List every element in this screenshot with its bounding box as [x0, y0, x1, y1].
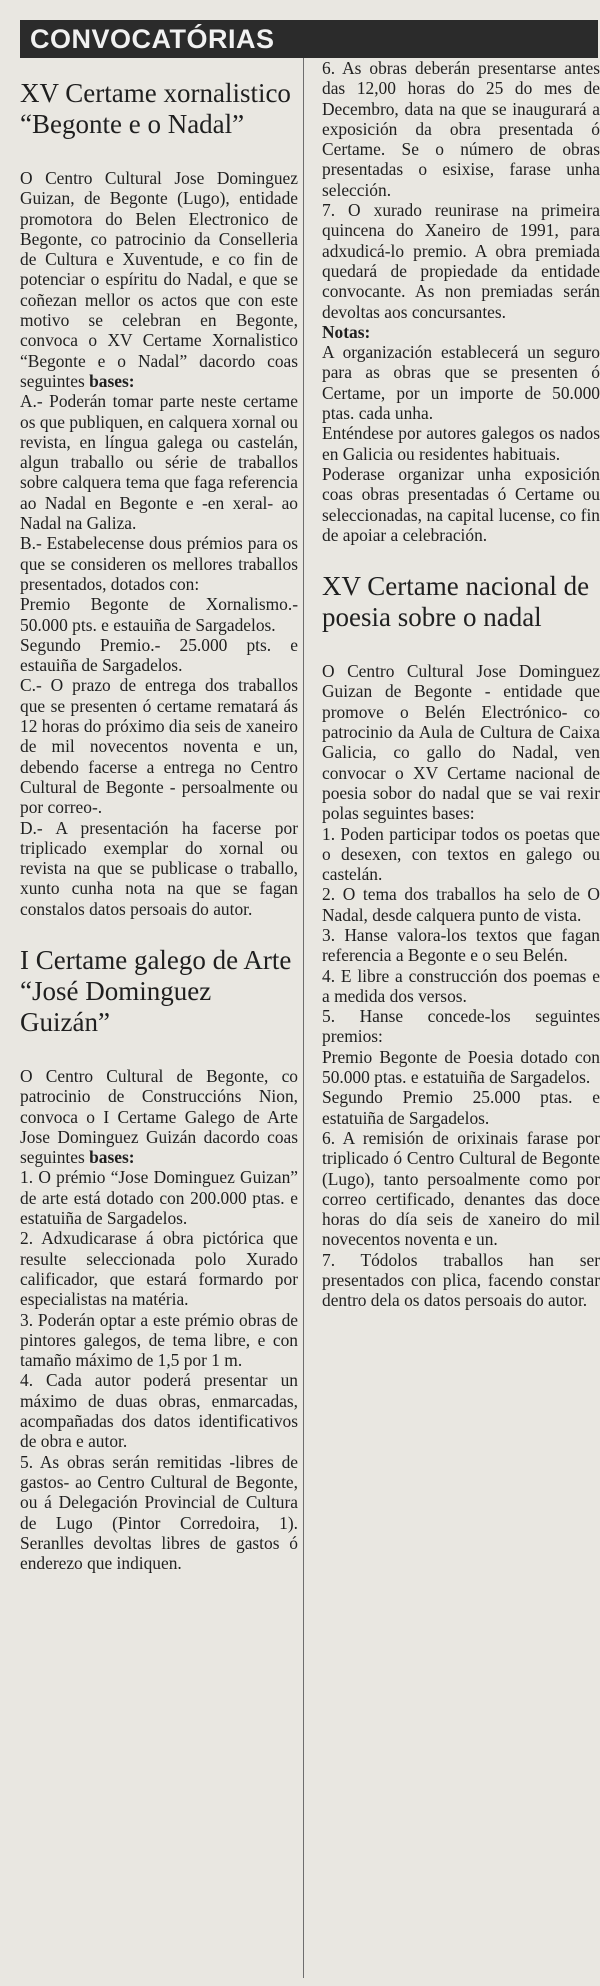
base-item: A.- Poderán tomar parte neste certame os que publiquen, en calquera xornal ou revista, en língua galega ou castelán, algun traballo ou série de traballos sobre calquera tema que faga referencia ao Nadal en Begonte e -en xeral- ao Nadal na Galiza.: [20, 391, 298, 534]
base-item: D.- A presentación ha facerse por triplicado exemplar do xornal ou revista na que se publicase o traballo, xunto cunha nota na que se fagan constalos datos persoais do autor.: [20, 817, 298, 919]
article-headline: XV Certame xornalistico “Begonte e o Nadal”: [20, 78, 291, 139]
base-item: 7. Tódolos traballos han ser presentados con plica, facendo constar dentro dela os datos persoais do autor.: [322, 1249, 600, 1311]
base-item: 4. E libre a construcción dos poemas e a medida dos versos.: [322, 965, 600, 1006]
base-item: 1. O prémio “Jose Dominguez Guizan” de arte está dotado con 200.000 ptas. e estatuiña de Sargadelos.: [20, 1167, 298, 1229]
left-column: [20, 78, 298, 1573]
right-column: [322, 58, 600, 1311]
column-divider: [303, 58, 304, 1978]
article-headline: I Certame galego de Arte “José Dominguez Guizán”: [20, 944, 292, 1037]
prize-item: Premio Begonte de Xornalismo.- 50.000 pts. e estauiña de Sargadelos.: [20, 594, 298, 635]
note-item: Enténdese por autores galegos os nados en Galicia ou residentes habituais.: [322, 423, 600, 464]
prize-item: Segundo Premio 25.000 ptas. e estatuiña de Sargadelos.: [322, 1087, 600, 1128]
intro-text: O Centro Cultural de Begonte, co patrocinio de Construccións Nion, convoca o I Certame Galego de Arte Jose Dominguez Guizán dacordo coas seguintes: [20, 1065, 298, 1168]
prize-item: Premio Begonte de Poesia dotado con 50.000 ptas. e estatuiña de Sargadelos.: [322, 1046, 600, 1088]
base-item: 7. O xurado reunirase na primeira quincena do Xaneiro de 1991, para adxudicá-lo premio. A obra premiada quedará de propiedade da entidade convocante. As non premiadas serán devoltas aos concursantes.: [322, 200, 600, 322]
base-item: 2. O tema dos traballos ha selo de O Nadal, desde calquera punto de vista.: [322, 884, 600, 925]
base-item: 2. Adxudicarase á obra pictórica que resulte seleccionada polo Xurado calificador, que estará formardo por especialistas na matéria.: [20, 1228, 298, 1310]
prize-item: Segundo Premio.- 25.000 pts. e estauiña de Sargadelos.: [20, 634, 298, 676]
bases-label: bases:: [89, 370, 135, 391]
base-item: 3. Hanse valora-los textos que fagan referencia a Begonte e o seu Belén.: [322, 924, 600, 966]
base-item: B.- Estabelecense dous prémios para os que se consideren os mellores traballos presentados, dotados con:: [20, 533, 298, 594]
spacer: [322, 545, 600, 571]
base-item: 6. As obras deberán presentarse antes das 12,00 horas do 25 do mes de Decembro, data na que se inaugurará a exposición da obra presentada ó Certame. Se o número de obras presentadas o esixise, farase unha selección.: [322, 58, 600, 200]
article-xornalistico: [20, 78, 298, 919]
article-intro: O Centro Cultural Jose Dominguez Guizan de Begonte - entidade que promove o Belén Electrónico- co patrocinio da Aula de Cultura de Caixa Galicia, co gallo do Nadal, ven convocar o XV Certame nacional de poesia sobor do nadal que se vai rexir polas seguintes bases:: [322, 661, 600, 824]
note-item: Poderase organizar unha exposición coas obras presentadas ó Certame ou seleccionadas, na capital lucense, co fin de apoiar a celebración.: [322, 463, 600, 545]
base-item: 5. As obras serán remitidas -libres de gastos- ao Centro Cultural de Begonte, ou á Delegación Provincial de Cultura de Lugo (Pintor Corredoira, 1). Seranlles devoltas libres de gastos ó enderezo que indiquen.: [20, 1451, 298, 1574]
base-item: C.- O prazo de entrega dos traballos que se presenten ó certame rematará ás 12 horas do próximo dia seis de xaneiro de mil novecentos noventa e un, debendo facerse a entrega no Centro Cultural de Begonte - persoalmente ou por correo-.: [20, 675, 298, 818]
article-poesia: [322, 571, 600, 1311]
bases-label: bases:: [89, 1147, 135, 1168]
article-intro: [20, 168, 298, 391]
base-item: 1. Poden participar todos os poetas que o desexen, con textos en galego ou castelán.: [322, 823, 600, 885]
base-item: 3. Poderán optar a este prémio obras de pintores galegos, de tema libre, e con tamaño máximo de 1,5 por 1 m.: [20, 1309, 298, 1371]
article-arte: [20, 945, 298, 1573]
spacer: [20, 919, 298, 945]
base-item: 4. Cada autor poderá presentar un máximo de duas obras, enmarcadas, acompañadas dos datos identificativos de obra e autor.: [20, 1370, 298, 1452]
section-banner: CONVOCATÓRIAS: [20, 20, 598, 58]
note-item: A organización establecerá un seguro para as obras que se presenten ó Certame, por un importe de 50.000 ptas. cada unha.: [322, 342, 600, 424]
article-intro: [20, 1066, 298, 1167]
intro-text: O Centro Cultural Jose Dominguez Guizan, de Begonte (Lugo), entidade promotora do Belen Electronico de Begonte, co patrocinio da Conselleria de Cultura e Xuventude, e co fin de potenciar o espíritu do Nadal, e que se coñezan mellor os actos que con este motivo se celebran en Begonte, convoca o XV Certame Xornalistico “Begonte e o Nadal” dacordo coas seguintes: [20, 168, 298, 391]
base-item: 5. Hanse concede-los seguintes premios:: [322, 1006, 600, 1047]
base-item: 6. A remisión de orixinais farase por triplicado ó Centro Cultural de Begonte (Lugo), tanto persoalmente como por correo certificado, denantes das doce horas do día seis de xaneiro do mil novecentos noventa e un.: [322, 1127, 600, 1250]
article-headline: XV Certame nacional de poesia sobre o nadal: [322, 571, 590, 633]
notes-label: Notas:: [322, 321, 371, 342]
